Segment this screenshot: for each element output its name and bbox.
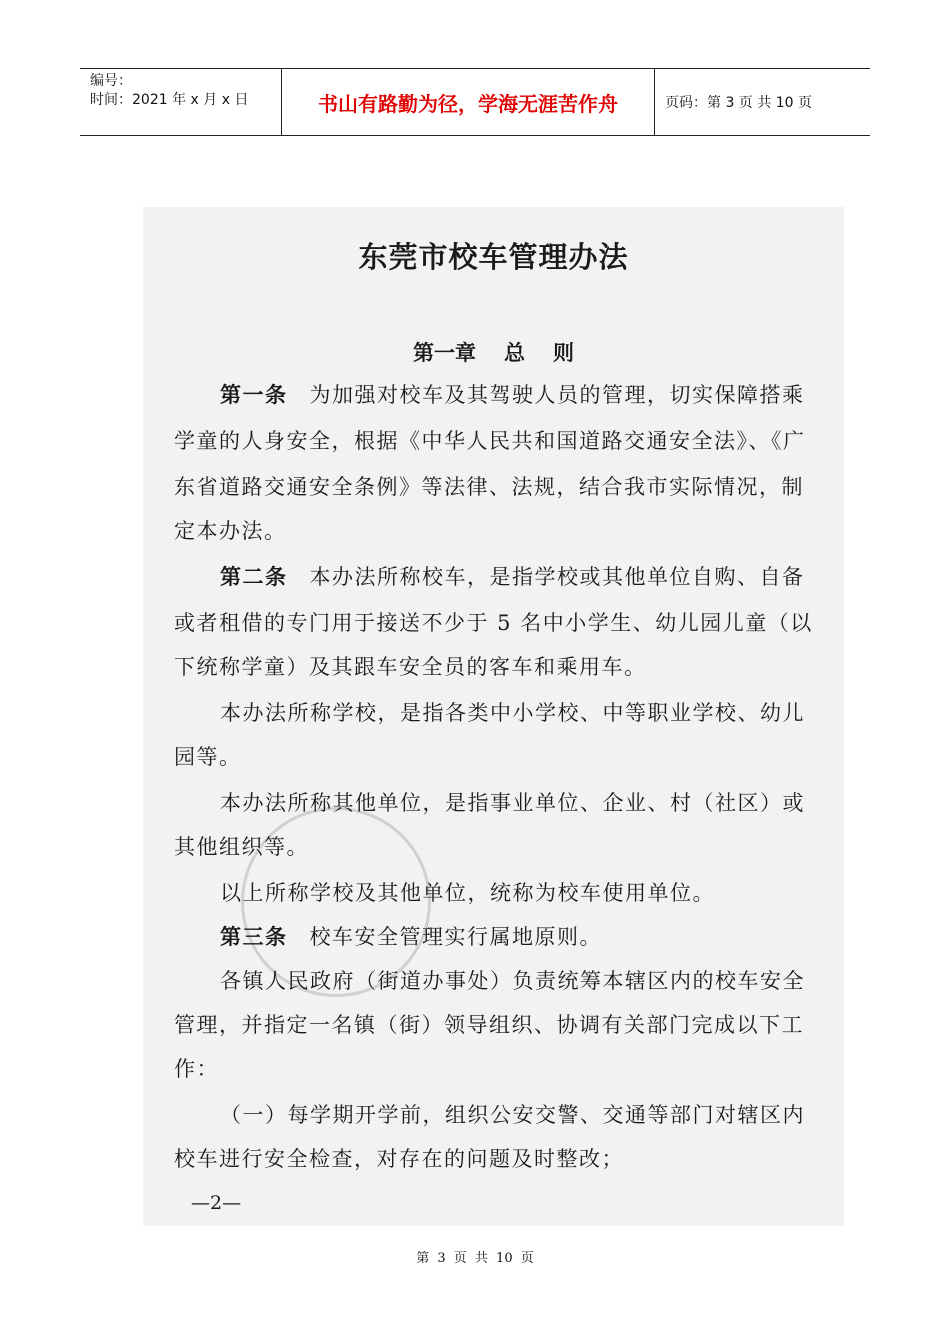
scanned-page bbox=[143, 207, 844, 1226]
header-table bbox=[80, 68, 870, 136]
article-label: 第二条 bbox=[220, 564, 288, 589]
text-line bbox=[174, 1143, 624, 1173]
text-line bbox=[174, 1009, 804, 1039]
line-text: 本办法所称其他单位，是指事业单位、企业、村（社区）或 bbox=[220, 791, 805, 815]
chapter-number: 第一章 bbox=[413, 340, 476, 365]
chapter-heading bbox=[143, 337, 844, 367]
text-line bbox=[174, 471, 804, 501]
text-line bbox=[220, 1099, 805, 1129]
text-line bbox=[220, 379, 805, 409]
text-line bbox=[174, 607, 813, 637]
text-line bbox=[174, 741, 242, 771]
text-line bbox=[174, 651, 647, 681]
line-text: 本办法所称校车，是指学校或其他单位自购、自备 bbox=[309, 565, 805, 589]
chapter-name-b: 则 bbox=[553, 340, 574, 365]
line-text: 为加强对校车及其驾驶人员的管理，切实保障搭乘 bbox=[309, 383, 805, 407]
line-text: 本办法所称学校，是指各类中小学校、中等职业学校、幼儿 bbox=[220, 701, 805, 725]
line-text: 校车安全管理实行属地原则。 bbox=[309, 925, 602, 949]
line-text: 定本办法。 bbox=[174, 519, 287, 543]
line-text: 学童的人身安全，根据《中华人民共和国道路交通安全法》、《广 bbox=[174, 429, 806, 453]
line-text: 东省道路交通安全条例》等法律、法规，结合我市实际情况，制 bbox=[174, 475, 804, 499]
text-line bbox=[174, 515, 287, 545]
line-text: 其他组织等。 bbox=[174, 835, 309, 859]
line-text: 管理，并指定一名镇（街）领导组织、协调有关部门完成以下工 bbox=[174, 1013, 804, 1037]
text-line bbox=[220, 921, 602, 951]
number-label: 编号： bbox=[90, 73, 132, 89]
line-text: （一）每学期开学前，组织公安交警、交通等部门对辖区内 bbox=[220, 1103, 805, 1127]
text-line bbox=[174, 1053, 219, 1083]
line-text: 作： bbox=[174, 1057, 219, 1081]
article-label: 第三条 bbox=[220, 924, 288, 949]
line-text: 园等。 bbox=[174, 745, 242, 769]
text-line bbox=[220, 561, 805, 591]
text-line bbox=[220, 877, 715, 907]
page-footer: 第 3 页 共 10 页 bbox=[416, 1251, 534, 1266]
text-line bbox=[220, 697, 805, 727]
text-line bbox=[174, 425, 806, 455]
text-line bbox=[220, 787, 805, 817]
text-line bbox=[174, 831, 309, 861]
time-label: 时间：2021 年 x 月 x 日 bbox=[90, 92, 249, 108]
document-title: 东莞市校车管理办法 bbox=[358, 240, 629, 274]
header-motto: 书山有路勤为径，学海无涯苦作舟 bbox=[282, 69, 655, 135]
chapter-name-a: 总 bbox=[504, 340, 525, 365]
line-text: 以上所称学校及其他单位，统称为校车使用单位。 bbox=[220, 881, 715, 905]
line-text: 各镇人民政府（街道办事处）负责统筹本辖区内的校车安全 bbox=[220, 969, 805, 993]
header-page-info: 页码：第 3 页 共 10 页 bbox=[665, 95, 812, 111]
scan-page-number: —2— bbox=[191, 1192, 242, 1214]
line-text: 校车进行安全检查，对存在的问题及时整改； bbox=[174, 1147, 624, 1171]
line-text: 或者租借的专门用于接送不少于 5 名中小学生、幼儿园儿童（以 bbox=[174, 611, 813, 635]
article-label: 第一条 bbox=[220, 382, 288, 407]
line-text: 下统称学童）及其跟车安全员的客车和乘用车。 bbox=[174, 655, 647, 679]
text-line bbox=[220, 965, 805, 995]
header-meta bbox=[80, 69, 282, 135]
